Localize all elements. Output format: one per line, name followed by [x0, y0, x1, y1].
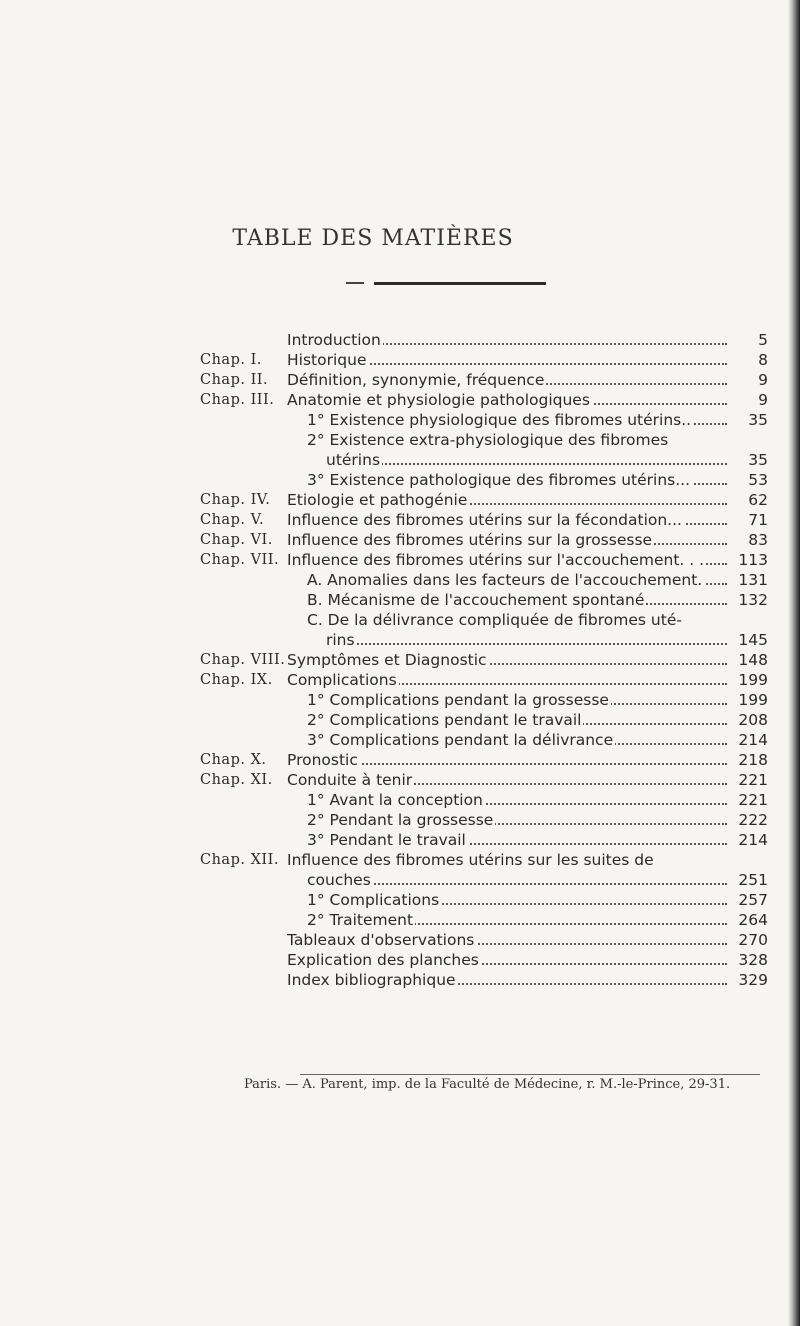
toc-entry-text: Tableaux d'observations [287, 931, 475, 949]
toc-entry-text: 1° Complications [307, 891, 440, 909]
toc-entry [287, 770, 727, 790]
toc-entry-text: rins [326, 631, 355, 649]
toc-row [0, 350, 800, 370]
toc-entry [326, 450, 727, 470]
toc-row [0, 950, 800, 970]
toc-row [0, 730, 800, 750]
toc-page-number: 131 [728, 570, 768, 590]
table-of-contents [0, 330, 800, 990]
toc-entry-text: couches [307, 871, 371, 889]
toc-entry-text: utérins [326, 451, 381, 469]
toc-entry [307, 810, 727, 830]
toc-entry [307, 410, 727, 430]
toc-entry-text: A. Anomalies dans les facteurs de l'accouchement. [307, 571, 703, 589]
toc-row [0, 650, 800, 670]
toc-entry [307, 710, 727, 730]
toc-chapter-label: Chap. VIII. [200, 652, 286, 668]
toc-entry-text: Introduction [287, 331, 381, 349]
toc-page-number: 35 [728, 450, 768, 470]
toc-chapter-label: Chap. IX. [200, 672, 273, 688]
toc-entry [307, 590, 727, 610]
toc-leader-dots [326, 463, 727, 465]
toc-chapter-label: Chap. IV. [200, 492, 271, 508]
toc-chapter-label: Chap. III. [200, 392, 275, 408]
toc-entry-text: Influence des fibromes utérins sur la fécondation... [287, 511, 682, 529]
title-rule [374, 282, 546, 285]
toc-entry [287, 930, 727, 950]
toc-entry-text: 2° Complications pendant le travail [307, 711, 582, 729]
toc-row [0, 470, 800, 490]
toc-row [0, 870, 800, 890]
toc-entry-text: 3° Existence pathologique des fibromes utérins... [307, 471, 691, 489]
toc-page-number: 251 [728, 870, 768, 890]
toc-row [0, 550, 800, 570]
toc-entry-text: 1° Complications pendant la grossesse [307, 691, 609, 709]
toc-entry [287, 330, 727, 350]
toc-entry-text: Complications [287, 671, 397, 689]
toc-entry-text: Etiologie et pathogénie [287, 491, 468, 509]
toc-entry [307, 430, 727, 450]
toc-chapter-label: Chap. X. [200, 752, 267, 768]
toc-entry-text: 2° Existence extra-physiologique des fibromes [307, 431, 669, 449]
toc-row [0, 490, 800, 510]
toc-row [0, 450, 800, 470]
toc-entry [307, 730, 727, 750]
toc-page-number: 264 [728, 910, 768, 930]
toc-page-number: 221 [728, 790, 768, 810]
toc-row [0, 610, 800, 630]
toc-page-number: 208 [728, 710, 768, 730]
toc-entry [287, 970, 727, 990]
title-rule-short [346, 282, 364, 284]
toc-entry [287, 530, 727, 550]
toc-entry [307, 610, 727, 630]
footer-rule [300, 1074, 760, 1075]
toc-entry [287, 370, 727, 390]
toc-page-number: 270 [728, 930, 768, 950]
toc-entry [287, 850, 727, 870]
toc-entry-text: Influence des fibromes utérins sur l'accouchement. . . [287, 551, 705, 569]
toc-chapter-label: Chap. VI. [200, 532, 273, 548]
toc-row [0, 930, 800, 950]
toc-entry [287, 390, 727, 410]
toc-row [0, 510, 800, 530]
toc-chapter-label: Chap. XII. [200, 852, 279, 868]
toc-entry-text: Pronostic [287, 751, 358, 769]
toc-page-number: 8 [728, 350, 768, 370]
toc-page-number: 329 [728, 970, 768, 990]
toc-entry-text: Conduite à tenir [287, 771, 413, 789]
toc-entry [287, 670, 727, 690]
toc-row [0, 690, 800, 710]
toc-row [0, 770, 800, 790]
toc-row [0, 570, 800, 590]
toc-entry [307, 790, 727, 810]
toc-entry [287, 650, 727, 670]
toc-entry-text: 3° Complications pendant la délivrance [307, 731, 614, 749]
toc-entry-text: C. De la délivrance compliquée de fibromes uté- [307, 611, 682, 629]
toc-page-number: 132 [728, 590, 768, 610]
toc-row [0, 390, 800, 410]
toc-page-number: 222 [728, 810, 768, 830]
toc-row [0, 590, 800, 610]
toc-entry-text: 1° Existence physiologique des fibromes utérins.. [307, 411, 692, 429]
toc-page-number: 71 [728, 510, 768, 530]
toc-entry-text: Index bibliographique [287, 971, 456, 989]
toc-page-number: 35 [728, 410, 768, 430]
toc-page-number: 214 [728, 830, 768, 850]
toc-entry-text: Influence des fibromes utérins sur la grossesse [287, 531, 653, 549]
toc-page-number: 221 [728, 770, 768, 790]
toc-row [0, 410, 800, 430]
toc-entry [287, 350, 727, 370]
toc-entry [326, 630, 727, 650]
toc-row [0, 910, 800, 930]
toc-page-number: 62 [728, 490, 768, 510]
toc-entry [307, 570, 727, 590]
toc-entry [307, 830, 727, 850]
toc-entry-text: Influence des fibromes utérins sur les suites de [287, 851, 654, 869]
toc-row [0, 810, 800, 830]
toc-chapter-label: Chap. XI. [200, 772, 273, 788]
toc-entry [287, 510, 727, 530]
toc-entry [287, 750, 727, 770]
toc-row [0, 790, 800, 810]
toc-row [0, 370, 800, 390]
toc-row [0, 670, 800, 690]
toc-entry [307, 690, 727, 710]
toc-page-number: 113 [728, 550, 768, 570]
toc-page-number: 145 [728, 630, 768, 650]
toc-row [0, 330, 800, 350]
toc-row [0, 970, 800, 990]
toc-entry-text: 2° Traitement [307, 911, 414, 929]
toc-page-number: 53 [728, 470, 768, 490]
toc-chapter-label: Chap. VII. [200, 552, 280, 568]
toc-entry [287, 950, 727, 970]
toc-entry-text: Historique [287, 351, 367, 369]
toc-row [0, 850, 800, 870]
toc-chapter-label: Chap. I. [200, 352, 262, 368]
toc-page-number: 257 [728, 890, 768, 910]
toc-row [0, 710, 800, 730]
toc-entry [287, 490, 727, 510]
toc-page-number: 199 [728, 670, 768, 690]
toc-entry [307, 890, 727, 910]
toc-chapter-label: Chap. II. [200, 372, 269, 388]
toc-row [0, 530, 800, 550]
toc-entry-text: Anatomie et physiologie pathologiques [287, 391, 590, 409]
toc-page-number: 9 [728, 390, 768, 410]
toc-page-number: 9 [728, 370, 768, 390]
toc-entry [307, 870, 727, 890]
toc-row [0, 430, 800, 450]
toc-page-number: 199 [728, 690, 768, 710]
toc-entry-text: B. Mécanisme de l'accouchement spontané [307, 591, 645, 609]
toc-entry [307, 470, 727, 490]
printer-imprint: Paris. — A. Parent, imp. de la Faculté de Médecine, r. M.-le-Prince, 29-31. [244, 1077, 731, 1092]
page-title: TABLE DES MATIÈRES [232, 226, 514, 251]
toc-row [0, 750, 800, 770]
toc-entry-text: 3° Pendant le travail [307, 831, 466, 849]
toc-page-number: 214 [728, 730, 768, 750]
toc-entry-text: Explication des planches [287, 951, 479, 969]
toc-row [0, 890, 800, 910]
toc-entry-text: Définition, synonymie, fréquence [287, 371, 545, 389]
toc-page-number: 5 [728, 330, 768, 350]
toc-row [0, 830, 800, 850]
toc-page-number: 328 [728, 950, 768, 970]
toc-entry-text: 1° Avant la conception [307, 791, 483, 809]
toc-page-number: 148 [728, 650, 768, 670]
toc-row [0, 630, 800, 650]
toc-entry [307, 910, 727, 930]
toc-leader-dots [326, 643, 727, 645]
toc-page-number: 218 [728, 750, 768, 770]
toc-entry-text: Symptômes et Diagnostic [287, 651, 487, 669]
toc-chapter-label: Chap. V. [200, 512, 265, 528]
toc-entry-text: 2° Pendant la grossesse [307, 811, 494, 829]
toc-entry [287, 550, 727, 570]
toc-page-number: 83 [728, 530, 768, 550]
